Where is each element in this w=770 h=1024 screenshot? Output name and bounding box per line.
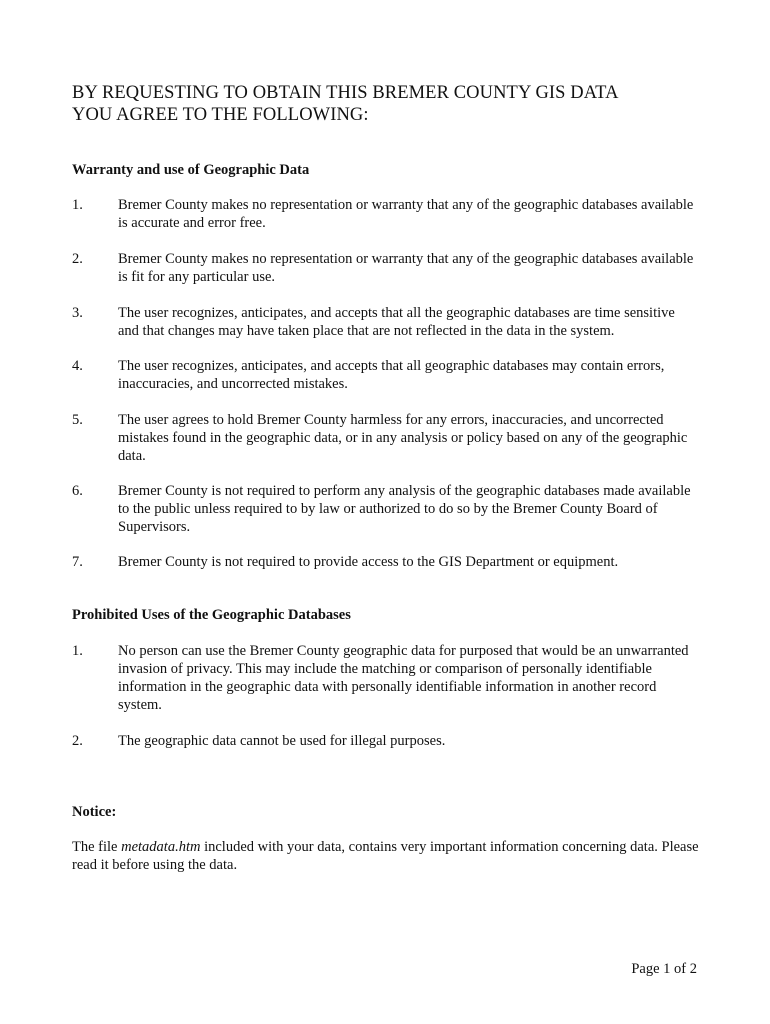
warranty-heading: Warranty and use of Geographic Data: [72, 162, 310, 178]
warranty-item-text: Bremer County is not required to perform any analysis of the geographic databases made available to the public unless required to by law or authorized to do so by the Bremer County Board of Supervisors.: [118, 483, 691, 535]
warranty-item-number: 3.: [72, 305, 83, 321]
warranty-item-text: The user agrees to hold Bremer County harmless for any errors, inaccuracies, and uncorrected mistakes found in the geographic data, or in any analysis or policy based on any of the geographic data.: [118, 412, 688, 464]
warranty-item-number: 1.: [72, 197, 83, 213]
prohibited-item-number: 2.: [72, 733, 83, 749]
warranty-item-number: 4.: [72, 358, 83, 374]
notice-body: [72, 838, 702, 874]
warranty-item-text: Bremer County makes no representation or warranty that any of the geographic databases available is fit for any particular use.: [118, 251, 694, 285]
warranty-item-1: [72, 196, 712, 232]
notice-heading: Notice:: [72, 804, 117, 820]
prohibited-item-number: 1.: [72, 643, 83, 659]
prohibited-item-1: [72, 642, 712, 714]
page-number: Page 1 of 2: [631, 961, 697, 977]
warranty-item-2: [72, 250, 712, 286]
notice-prefix: The file: [72, 839, 122, 855]
prohibited-item-2: [72, 732, 712, 750]
notice-suffix: included with your data, contains very important information concerning data. Please read it before using the data.: [72, 839, 699, 873]
prohibited-item-text: No person can use the Bremer County geographic data for purposed that would be an unwarranted invasion of privacy. This may include the matching or comparison of personally identifiable information in the geographic data with personally identifiable information in another record system.: [118, 643, 689, 713]
warranty-item-number: 6.: [72, 483, 83, 499]
warranty-item-text: The user recognizes, anticipates, and accepts that all geographic databases may contain errors, inaccuracies, and uncorrected mistakes.: [118, 358, 665, 392]
notice-filename: metadata.htm: [121, 839, 201, 855]
document-title-line-1: BY REQUESTING TO OBTAIN THIS BREMER COUNTY GIS DATA: [72, 83, 619, 103]
warranty-item-7: [72, 553, 712, 571]
warranty-item-number: 2.: [72, 251, 83, 267]
warranty-item-3: [72, 304, 712, 340]
warranty-item-number: 7.: [72, 554, 83, 570]
warranty-item-number: 5.: [72, 412, 83, 428]
warranty-item-6: [72, 482, 712, 536]
document-title: [72, 82, 712, 126]
prohibited-item-text: The geographic data cannot be used for illegal purposes.: [118, 733, 446, 749]
warranty-item-5: [72, 411, 712, 465]
warranty-item-text: Bremer County is not required to provide access to the GIS Department or equipment.: [118, 554, 619, 570]
warranty-item-text: The user recognizes, anticipates, and accepts that all the geographic databases are time sensitive and that changes may have taken place that are not reflected in the data in the system.: [118, 305, 675, 339]
document-title-line-2: YOU AGREE TO THE FOLLOWING:: [72, 105, 369, 125]
prohibited-heading: Prohibited Uses of the Geographic Databases: [72, 607, 351, 623]
warranty-item-4: [72, 357, 712, 393]
warranty-item-text: Bremer County makes no representation or warranty that any of the geographic databases available is accurate and error free.: [118, 197, 694, 231]
